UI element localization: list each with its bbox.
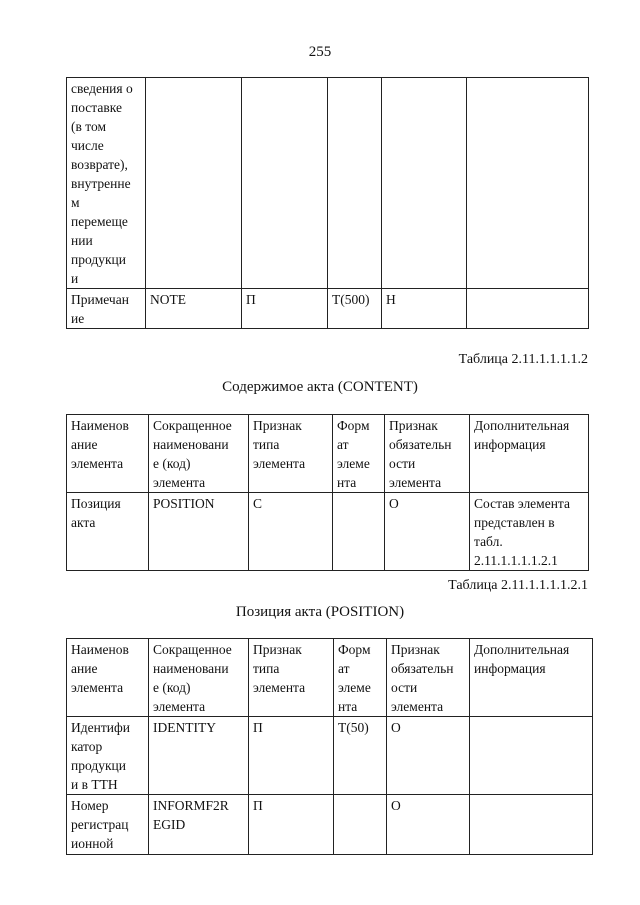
table-cell	[328, 78, 382, 289]
column-header: Признак обязательн ости элемента	[387, 639, 470, 717]
table-cell: POSITION	[149, 493, 249, 571]
column-header: Сокращенное наименовани е (код) элемента	[149, 415, 249, 493]
table-cell: С	[249, 493, 333, 571]
table-cell: О	[387, 717, 470, 795]
table-position	[66, 638, 593, 855]
table-cell: Состав элемента представлен в табл. 2.11.1.1.1.1.2.1	[470, 493, 589, 571]
column-header: Признак обязательн ости элемента	[385, 415, 470, 493]
table-cell: О	[387, 795, 470, 855]
column-header: Сокращенное наименовани е (код) элемента	[149, 639, 249, 717]
table-cell: сведения о поставке (в том числе возврате), внутренне м перемеще нии продукци и	[67, 78, 146, 289]
table-header-row	[67, 415, 589, 493]
table-cell	[146, 78, 242, 289]
table-cell: NOTE	[146, 289, 242, 329]
table-cell: П	[249, 717, 334, 795]
table-cell: T(50)	[334, 717, 387, 795]
table-cell: Номер регистрац ионной	[67, 795, 149, 855]
table-cell: О	[385, 493, 470, 571]
table-content	[66, 414, 589, 571]
table-row	[67, 78, 589, 289]
table-cell	[382, 78, 467, 289]
table-cell: Позиция акта	[67, 493, 149, 571]
table-cell	[242, 78, 328, 289]
table-title: Позиция акта (POSITION)	[235, 604, 405, 620]
page-number: 255	[308, 44, 332, 60]
table-row	[67, 289, 589, 329]
table-continuation	[66, 77, 589, 329]
table-cell: Примечан ие	[67, 289, 146, 329]
table-cell	[467, 78, 589, 289]
table-cell	[333, 493, 385, 571]
table-title: Содержимое акта (CONTENT)	[222, 379, 418, 395]
table-header-row	[67, 639, 593, 717]
column-header: Наименов ание элемента	[67, 415, 149, 493]
table-cell: T(500)	[328, 289, 382, 329]
column-header: Признак типа элемента	[249, 639, 334, 717]
table-cell	[334, 795, 387, 855]
table-cell: Н	[382, 289, 467, 329]
column-header: Форм ат элеме нта	[334, 639, 387, 717]
column-header: Дополнительная информация	[470, 415, 589, 493]
column-header: Наименов ание элемента	[67, 639, 149, 717]
table-number-caption: Таблица 2.11.1.1.1.1.2.1	[448, 578, 588, 593]
column-header: Признак типа элемента	[249, 415, 333, 493]
table-cell: П	[242, 289, 328, 329]
table-cell	[470, 717, 593, 795]
table-cell	[470, 795, 593, 855]
table-cell	[467, 289, 589, 329]
table-row	[67, 795, 593, 855]
table-row	[67, 717, 593, 795]
table-cell: IDENTITY	[149, 717, 249, 795]
table-cell: П	[249, 795, 334, 855]
table-number-caption: Таблица 2.11.1.1.1.1.2	[458, 352, 588, 367]
column-header: Дополнительная информация	[470, 639, 593, 717]
table-cell: Идентифи катор продукци и в ТТН	[67, 717, 149, 795]
table-cell: INFORMF2R EGID	[149, 795, 249, 855]
table-row	[67, 493, 589, 571]
column-header: Форм ат элеме нта	[333, 415, 385, 493]
